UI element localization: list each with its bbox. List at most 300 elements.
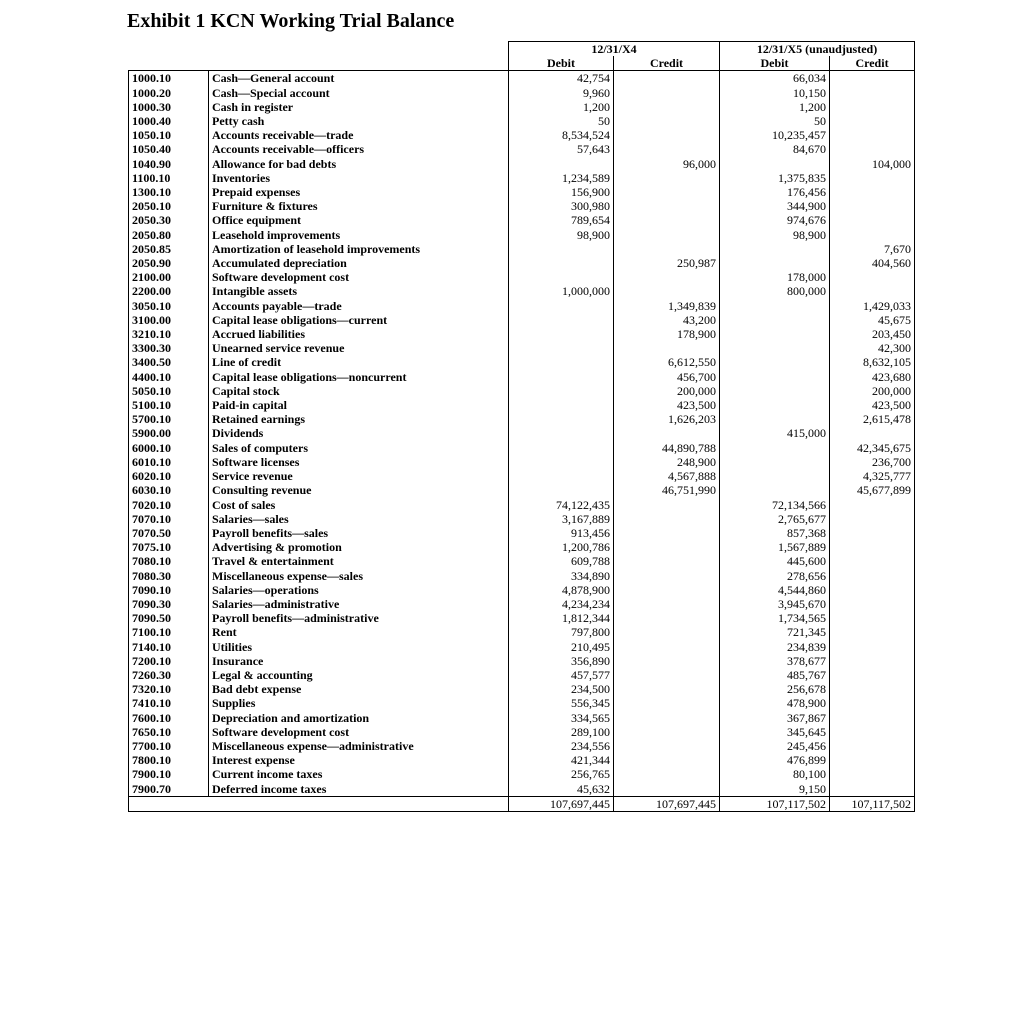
amount-c2 <box>830 171 915 185</box>
amount-d2: 344,900 <box>720 199 830 213</box>
x5-debit-header: Debit <box>720 56 830 71</box>
amount-d2 <box>720 469 830 483</box>
amount-d1: 334,565 <box>509 711 614 725</box>
amount-c1 <box>614 739 720 753</box>
amount-d2 <box>720 398 830 412</box>
account-code: 3300.30 <box>129 341 209 355</box>
amount-d1 <box>509 313 614 327</box>
amount-c1 <box>614 597 720 611</box>
account-name: Salaries—operations <box>209 583 509 597</box>
account-code: 5900.00 <box>129 426 209 440</box>
amount-d2: 800,000 <box>720 284 830 298</box>
table-row <box>129 682 915 696</box>
amount-c1: 6,612,550 <box>614 355 720 369</box>
table-row <box>129 668 915 682</box>
account-name: Cash in register <box>209 100 509 114</box>
account-name: Accounts receivable—officers <box>209 142 509 156</box>
amount-c2: 45,677,899 <box>830 483 915 497</box>
amount-d1: 57,643 <box>509 142 614 156</box>
table-row <box>129 426 915 440</box>
account-code: 7900.10 <box>129 767 209 781</box>
amount-d1: 1,000,000 <box>509 284 614 298</box>
account-name: Line of credit <box>209 355 509 369</box>
amount-d1 <box>509 441 614 455</box>
amount-c1 <box>614 569 720 583</box>
amount-c2: 4,325,777 <box>830 469 915 483</box>
account-name: Rent <box>209 625 509 639</box>
table-row <box>129 398 915 412</box>
period-x5-header: 12/31/X5 (unaudjusted) <box>720 42 915 57</box>
amount-c2: 423,500 <box>830 398 915 412</box>
amount-d1 <box>509 455 614 469</box>
amount-c2 <box>830 228 915 242</box>
amount-c2: 42,300 <box>830 341 915 355</box>
table-row <box>129 128 915 142</box>
table-row <box>129 696 915 710</box>
amount-d2 <box>720 384 830 398</box>
account-name: Travel & entertainment <box>209 554 509 568</box>
totals-row <box>129 796 915 811</box>
table-row <box>129 384 915 398</box>
account-name: Cash—Special account <box>209 86 509 100</box>
amount-d2: 1,375,835 <box>720 171 830 185</box>
account-name: Advertising & promotion <box>209 540 509 554</box>
account-name: Dividends <box>209 426 509 440</box>
account-code: 5050.10 <box>129 384 209 398</box>
amount-d2: 178,000 <box>720 270 830 284</box>
account-name: Prepaid expenses <box>209 185 509 199</box>
amount-d1: 98,900 <box>509 228 614 242</box>
amount-c1 <box>614 284 720 298</box>
amount-c1 <box>614 611 720 625</box>
amount-c2 <box>830 185 915 199</box>
amount-d1: 300,980 <box>509 199 614 213</box>
amount-c2: 203,450 <box>830 327 915 341</box>
amount-c1: 250,987 <box>614 256 720 270</box>
account-code: 2050.80 <box>129 228 209 242</box>
amount-d2 <box>720 157 830 171</box>
account-name: Accounts receivable—trade <box>209 128 509 142</box>
account-code: 7700.10 <box>129 739 209 753</box>
table-row <box>129 299 915 313</box>
amount-c1 <box>614 100 720 114</box>
x4-debit-header: Debit <box>509 56 614 71</box>
amount-c1 <box>614 711 720 725</box>
amount-d1: 3,167,889 <box>509 512 614 526</box>
amount-c1: 1,349,839 <box>614 299 720 313</box>
amount-c1 <box>614 228 720 242</box>
amount-c1 <box>614 71 720 86</box>
table-row <box>129 597 915 611</box>
table-row <box>129 611 915 625</box>
amount-c1 <box>614 625 720 639</box>
account-code: 2200.00 <box>129 284 209 298</box>
table-row <box>129 569 915 583</box>
amount-d1: 797,800 <box>509 625 614 639</box>
account-name: Accumulated depreciation <box>209 256 509 270</box>
account-code: 2050.10 <box>129 199 209 213</box>
account-name: Allowance for bad debts <box>209 157 509 171</box>
amount-d1: 1,200,786 <box>509 540 614 554</box>
amount-c1: 423,500 <box>614 398 720 412</box>
amount-c1: 178,900 <box>614 327 720 341</box>
account-name: Cost of sales <box>209 498 509 512</box>
table-row <box>129 711 915 725</box>
amount-d1: 1,234,589 <box>509 171 614 185</box>
amount-d2: 234,839 <box>720 640 830 654</box>
account-name: Software development cost <box>209 725 509 739</box>
amount-c1 <box>614 640 720 654</box>
amount-d1: 334,890 <box>509 569 614 583</box>
account-code: 2050.90 <box>129 256 209 270</box>
account-code: 1000.40 <box>129 114 209 128</box>
table-row <box>129 327 915 341</box>
account-code: 7410.10 <box>129 696 209 710</box>
table-row <box>129 753 915 767</box>
amount-c2 <box>830 86 915 100</box>
amount-d1 <box>509 398 614 412</box>
subheader-row <box>129 56 915 71</box>
table-row <box>129 256 915 270</box>
amount-d2 <box>720 242 830 256</box>
amount-c2 <box>830 114 915 128</box>
amount-d1 <box>509 327 614 341</box>
account-name: Amortization of leasehold improvements <box>209 242 509 256</box>
amount-d2 <box>720 299 830 313</box>
amount-d1: 234,500 <box>509 682 614 696</box>
table-row <box>129 526 915 540</box>
account-name: Sales of computers <box>209 441 509 455</box>
account-name: Office equipment <box>209 213 509 227</box>
amount-d2: 9,150 <box>720 782 830 797</box>
amount-c2: 423,680 <box>830 370 915 384</box>
account-name: Furniture & fixtures <box>209 199 509 213</box>
amount-c1: 44,890,788 <box>614 441 720 455</box>
amount-c1 <box>614 498 720 512</box>
account-name: Accounts payable—trade <box>209 299 509 313</box>
amount-c2 <box>830 767 915 781</box>
account-code: 7650.10 <box>129 725 209 739</box>
table-row <box>129 725 915 739</box>
amount-d1 <box>509 355 614 369</box>
amount-d2: 4,544,860 <box>720 583 830 597</box>
amount-c1: 46,751,990 <box>614 483 720 497</box>
account-code: 7090.30 <box>129 597 209 611</box>
amount-c2: 104,000 <box>830 157 915 171</box>
amount-d1 <box>509 412 614 426</box>
account-code: 1300.10 <box>129 185 209 199</box>
amount-c1: 43,200 <box>614 313 720 327</box>
account-name: Depreciation and amortization <box>209 711 509 725</box>
amount-d2: 278,656 <box>720 569 830 583</box>
amount-d1: 789,654 <box>509 213 614 227</box>
amount-c2 <box>830 569 915 583</box>
table-row <box>129 242 915 256</box>
account-name: Payroll benefits—sales <box>209 526 509 540</box>
amount-c2 <box>830 668 915 682</box>
table-row <box>129 100 915 114</box>
amount-c2 <box>830 426 915 440</box>
account-name: Insurance <box>209 654 509 668</box>
amount-d1 <box>509 157 614 171</box>
amount-d2: 1,200 <box>720 100 830 114</box>
account-code: 7090.50 <box>129 611 209 625</box>
account-code: 6030.10 <box>129 483 209 497</box>
amount-c1 <box>614 242 720 256</box>
account-name: Deferred income taxes <box>209 782 509 797</box>
account-code: 7080.30 <box>129 569 209 583</box>
amount-d2: 176,456 <box>720 185 830 199</box>
amount-c1 <box>614 682 720 696</box>
amount-c2 <box>830 753 915 767</box>
amount-d2: 857,368 <box>720 526 830 540</box>
amount-c1 <box>614 199 720 213</box>
amount-d1: 9,960 <box>509 86 614 100</box>
account-code: 2100.00 <box>129 270 209 284</box>
amount-d1: 8,534,524 <box>509 128 614 142</box>
amount-c1 <box>614 767 720 781</box>
amount-c2: 8,632,105 <box>830 355 915 369</box>
account-name: Payroll benefits—administrative <box>209 611 509 625</box>
amount-c2 <box>830 284 915 298</box>
amount-c1: 1,626,203 <box>614 412 720 426</box>
amount-d2: 98,900 <box>720 228 830 242</box>
amount-c1 <box>614 583 720 597</box>
amount-d1: 556,345 <box>509 696 614 710</box>
table-row <box>129 640 915 654</box>
amount-d2 <box>720 455 830 469</box>
amount-d2: 2,765,677 <box>720 512 830 526</box>
x5-credit-header: Credit <box>830 56 915 71</box>
account-code: 3400.50 <box>129 355 209 369</box>
amount-d1: 234,556 <box>509 739 614 753</box>
amount-c2 <box>830 711 915 725</box>
amount-d2 <box>720 370 830 384</box>
trial-balance-table <box>128 41 915 812</box>
account-code: 1100.10 <box>129 171 209 185</box>
amount-c2 <box>830 583 915 597</box>
amount-d1 <box>509 299 614 313</box>
account-code: 7100.10 <box>129 625 209 639</box>
amount-d1 <box>509 384 614 398</box>
total-c1: 107,697,445 <box>614 796 720 811</box>
account-name: Service revenue <box>209 469 509 483</box>
account-code: 6000.10 <box>129 441 209 455</box>
table-row <box>129 228 915 242</box>
account-code: 1000.20 <box>129 86 209 100</box>
amount-d1: 356,890 <box>509 654 614 668</box>
amount-d1: 1,812,344 <box>509 611 614 625</box>
amount-d2: 1,734,565 <box>720 611 830 625</box>
table-row <box>129 554 915 568</box>
amount-c1 <box>614 696 720 710</box>
table-row <box>129 625 915 639</box>
account-code: 7200.10 <box>129 654 209 668</box>
amount-c2 <box>830 682 915 696</box>
amount-d2: 245,456 <box>720 739 830 753</box>
amount-c1: 96,000 <box>614 157 720 171</box>
amount-c1: 4,567,888 <box>614 469 720 483</box>
amount-d1: 256,765 <box>509 767 614 781</box>
account-name: Unearned service revenue <box>209 341 509 355</box>
account-name: Retained earnings <box>209 412 509 426</box>
account-code: 2050.85 <box>129 242 209 256</box>
account-name: Intangible assets <box>209 284 509 298</box>
amount-d1: 45,632 <box>509 782 614 797</box>
amount-c2: 7,670 <box>830 242 915 256</box>
amount-d2: 50 <box>720 114 830 128</box>
amount-d2 <box>720 412 830 426</box>
amount-d2: 445,600 <box>720 554 830 568</box>
table-row <box>129 441 915 455</box>
amount-d1: 210,495 <box>509 640 614 654</box>
amount-d2: 3,945,670 <box>720 597 830 611</box>
table-row <box>129 469 915 483</box>
amount-c1 <box>614 540 720 554</box>
account-code: 7900.70 <box>129 782 209 797</box>
account-code: 3100.00 <box>129 313 209 327</box>
amount-d2: 72,134,566 <box>720 498 830 512</box>
table-row <box>129 498 915 512</box>
amount-c2 <box>830 696 915 710</box>
amount-d2: 415,000 <box>720 426 830 440</box>
account-name: Capital lease obligations—current <box>209 313 509 327</box>
table-row <box>129 412 915 426</box>
amount-d1: 913,456 <box>509 526 614 540</box>
account-name: Consulting revenue <box>209 483 509 497</box>
account-code: 6020.10 <box>129 469 209 483</box>
amount-d2: 485,767 <box>720 668 830 682</box>
account-code: 7090.10 <box>129 583 209 597</box>
account-code: 5100.10 <box>129 398 209 412</box>
amount-c2 <box>830 625 915 639</box>
amount-c2: 45,675 <box>830 313 915 327</box>
amount-d1: 1,200 <box>509 100 614 114</box>
amount-d2: 478,900 <box>720 696 830 710</box>
account-code: 7075.10 <box>129 540 209 554</box>
amount-c2: 404,560 <box>830 256 915 270</box>
account-name: Capital lease obligations—noncurrent <box>209 370 509 384</box>
amount-c2 <box>830 725 915 739</box>
account-code: 7800.10 <box>129 753 209 767</box>
totals-spacer <box>129 796 509 811</box>
amount-c2 <box>830 199 915 213</box>
account-name: Paid-in capital <box>209 398 509 412</box>
amount-d1: 42,754 <box>509 71 614 86</box>
table-row <box>129 370 915 384</box>
account-code: 5700.10 <box>129 412 209 426</box>
amount-c2: 200,000 <box>830 384 915 398</box>
account-code: 7070.50 <box>129 526 209 540</box>
account-code: 7020.10 <box>129 498 209 512</box>
amount-c1: 456,700 <box>614 370 720 384</box>
table-row <box>129 157 915 171</box>
amount-d2 <box>720 341 830 355</box>
amount-d2 <box>720 327 830 341</box>
amount-c1 <box>614 725 720 739</box>
account-rows <box>129 71 915 812</box>
amount-d1: 609,788 <box>509 554 614 568</box>
amount-d1: 457,577 <box>509 668 614 682</box>
amount-d2: 974,676 <box>720 213 830 227</box>
amount-d2 <box>720 256 830 270</box>
account-name: Utilities <box>209 640 509 654</box>
table-row <box>129 512 915 526</box>
amount-d2 <box>720 355 830 369</box>
amount-d1 <box>509 370 614 384</box>
account-name: Capital stock <box>209 384 509 398</box>
account-name: Inventories <box>209 171 509 185</box>
amount-d1: 74,122,435 <box>509 498 614 512</box>
amount-c1 <box>614 270 720 284</box>
amount-c2 <box>830 540 915 554</box>
amount-c2: 1,429,033 <box>830 299 915 313</box>
amount-d2 <box>720 483 830 497</box>
amount-c1 <box>614 668 720 682</box>
amount-d2: 721,345 <box>720 625 830 639</box>
amount-c2 <box>830 554 915 568</box>
amount-d2: 66,034 <box>720 71 830 86</box>
total-d2: 107,117,502 <box>720 796 830 811</box>
x4-credit-header: Credit <box>614 56 720 71</box>
account-code: 7260.30 <box>129 668 209 682</box>
account-name: Legal & accounting <box>209 668 509 682</box>
account-code: 4400.10 <box>129 370 209 384</box>
account-code: 7140.10 <box>129 640 209 654</box>
account-code: 6010.10 <box>129 455 209 469</box>
amount-d2: 84,670 <box>720 142 830 156</box>
amount-c1 <box>614 341 720 355</box>
table-row <box>129 313 915 327</box>
account-name: Salaries—sales <box>209 512 509 526</box>
amount-c1 <box>614 185 720 199</box>
amount-d1 <box>509 483 614 497</box>
account-name: Software development cost <box>209 270 509 284</box>
amount-c2: 42,345,675 <box>830 441 915 455</box>
amount-c1 <box>614 426 720 440</box>
period-x4-header: 12/31/X4 <box>509 42 720 57</box>
account-name: Petty cash <box>209 114 509 128</box>
account-code: 1000.30 <box>129 100 209 114</box>
table-row <box>129 540 915 554</box>
account-name: Accrued liabilities <box>209 327 509 341</box>
amount-d2: 80,100 <box>720 767 830 781</box>
amount-c2 <box>830 128 915 142</box>
amount-d2: 1,567,889 <box>720 540 830 554</box>
table-row <box>129 739 915 753</box>
table-row <box>129 455 915 469</box>
amount-c2 <box>830 100 915 114</box>
amount-d2: 345,645 <box>720 725 830 739</box>
amount-c1 <box>614 554 720 568</box>
account-name: Miscellaneous expense—sales <box>209 569 509 583</box>
account-code: 1050.10 <box>129 128 209 142</box>
table-row <box>129 213 915 227</box>
amount-d1 <box>509 469 614 483</box>
amount-d2: 367,867 <box>720 711 830 725</box>
account-code: 2050.30 <box>129 213 209 227</box>
amount-c2 <box>830 739 915 753</box>
amount-d2: 10,235,457 <box>720 128 830 142</box>
account-code: 1000.10 <box>129 71 209 86</box>
account-name: Supplies <box>209 696 509 710</box>
amount-c1 <box>614 213 720 227</box>
amount-c1 <box>614 171 720 185</box>
amount-c2 <box>830 498 915 512</box>
table-row <box>129 341 915 355</box>
account-code: 3210.10 <box>129 327 209 341</box>
amount-c2 <box>830 71 915 86</box>
